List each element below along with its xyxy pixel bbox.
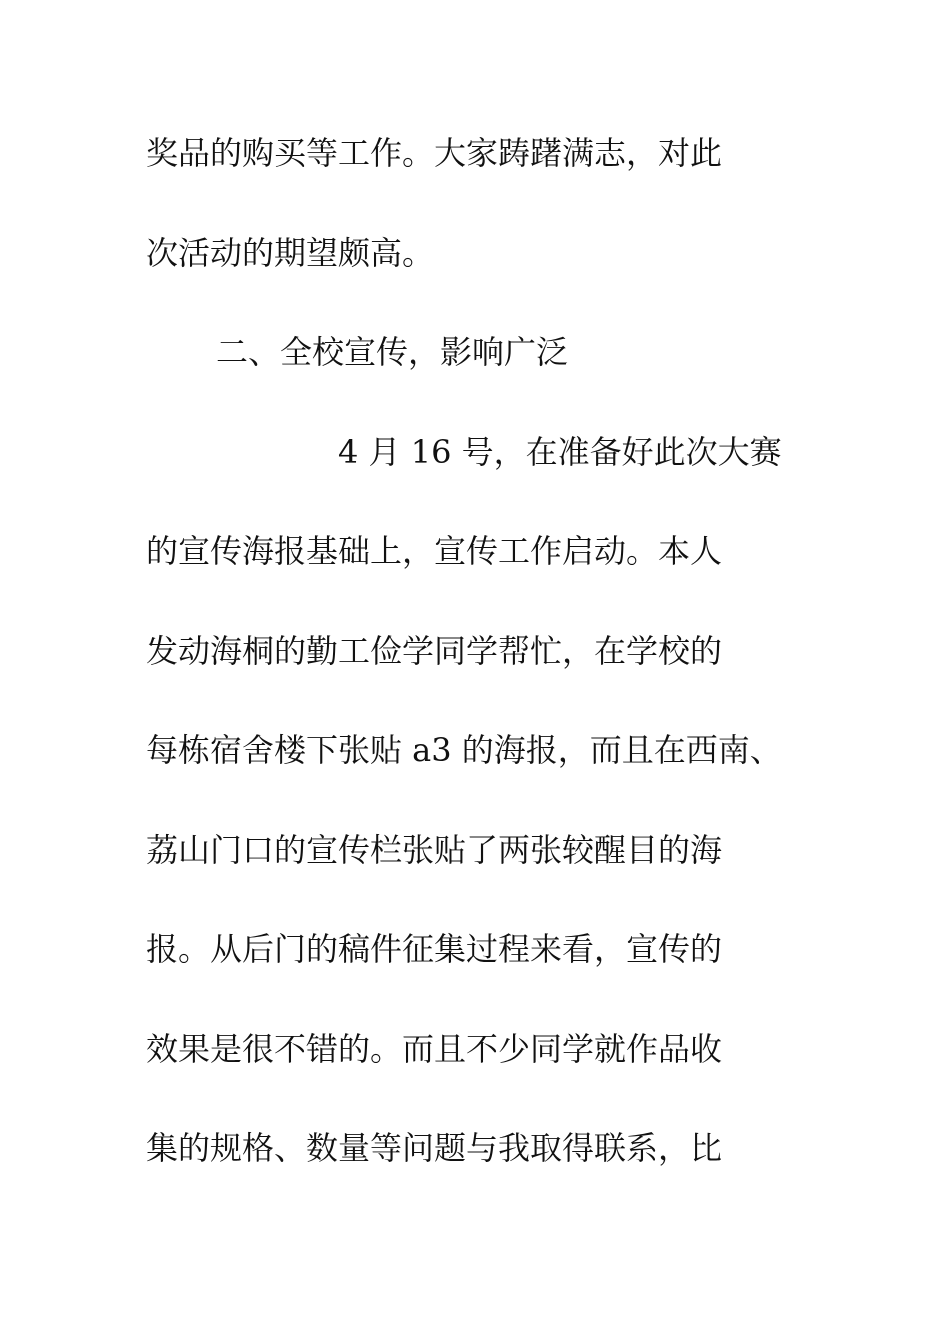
text-line: 集的规格、数量等问题与我取得联系，比 [146,1129,723,1167]
text-line: 报。从后门的稿件征集过程来看，宣传的 [146,930,723,968]
section-heading: 二、全校宣传，影响广泛 [216,333,569,371]
text-line: 效果是很不错的。而且不少同学就作品收 [146,1030,723,1068]
text-line: 发动海桐的勤工俭学同学帮忙，在学校的 [146,632,723,670]
text-line: 奖品的购买等工作。大家踌躇满志，对此 [146,134,723,172]
text-line: 次活动的期望颇高。 [146,234,435,272]
text-line: 每栋宿舍楼下张贴 a3 的海报，而且在西南、 [146,731,782,769]
text-line: 的宣传海报基础上，宣传工作启动。本人 [146,532,723,570]
text-line: 荔山门口的宣传栏张贴了两张较醒目的海 [146,831,723,869]
text-line: 4 月 16 号，在准备好此次大赛 [338,433,782,471]
